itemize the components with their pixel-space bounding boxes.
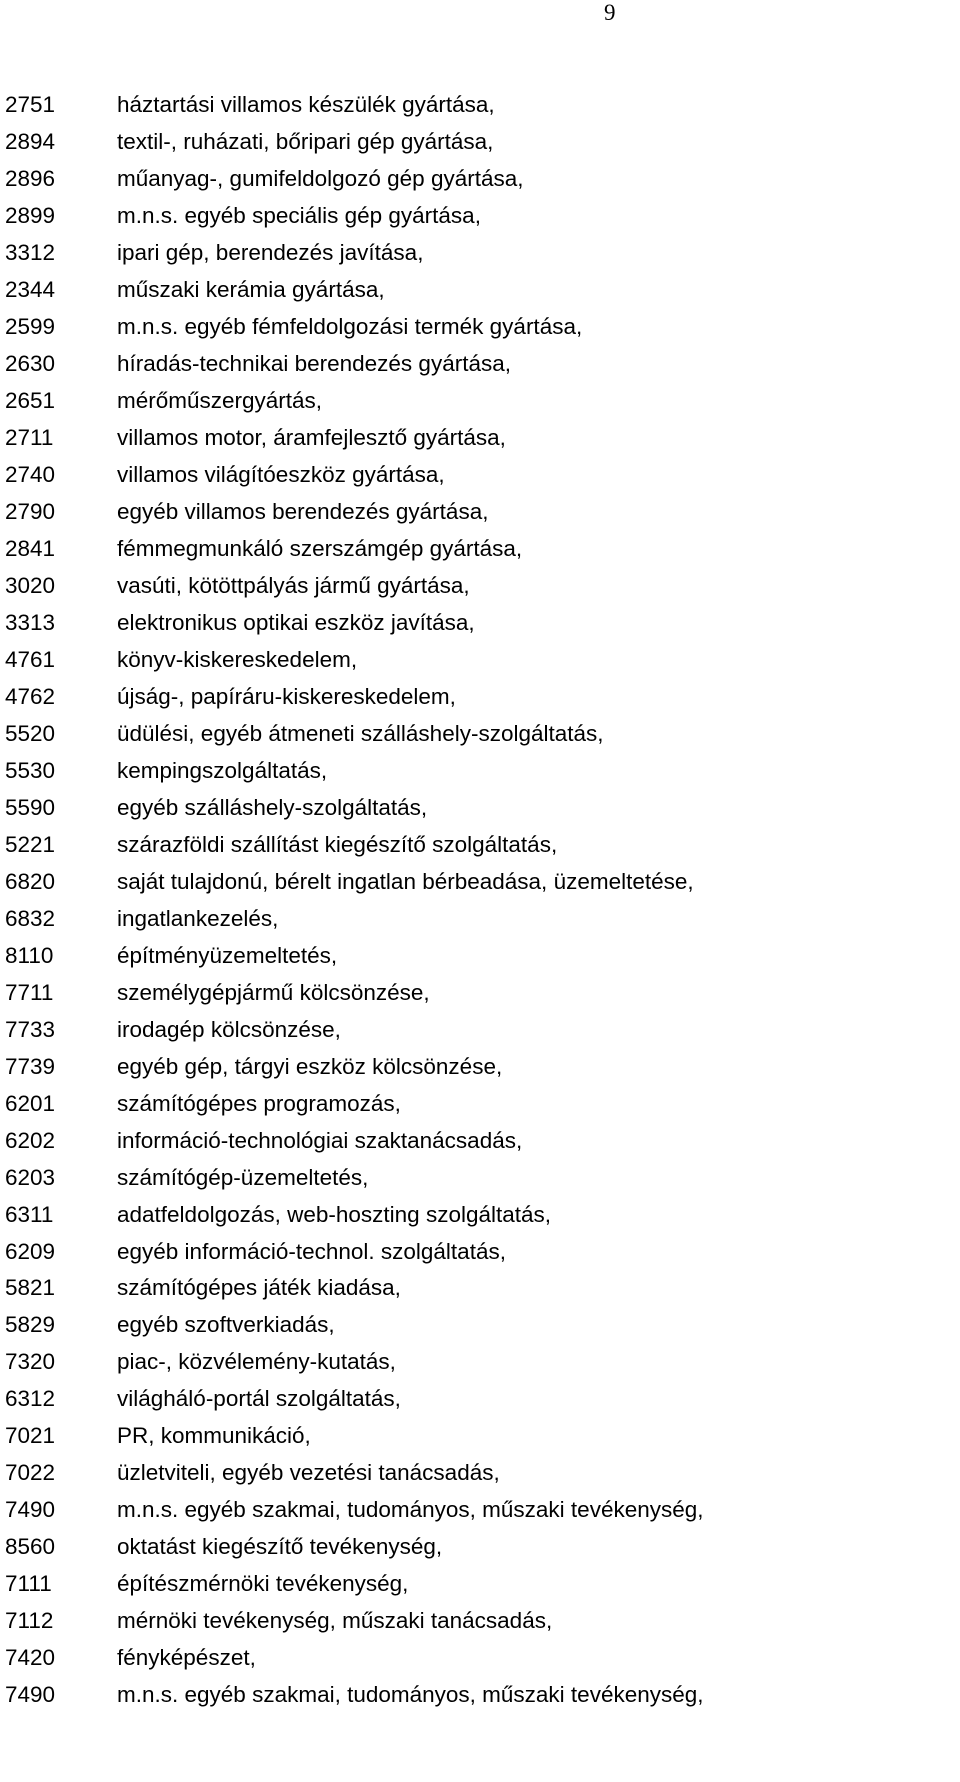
list-item (0, 974, 960, 1011)
activity-code: 3020 (5, 573, 56, 599)
activity-code: 2896 (5, 166, 56, 192)
activity-code: 2751 (5, 92, 56, 118)
activity-description: könyv-kiskereskedelem, (117, 647, 358, 673)
list-item (0, 679, 960, 716)
activity-code: 6832 (5, 905, 56, 931)
activity-description: számítógép-üzemeltetés, (117, 1164, 369, 1190)
activity-code: 3313 (5, 610, 56, 636)
activity-description: textil-, ruházati, bőripari gép gyártása, (117, 129, 494, 155)
activity-description: ingatlankezelés, (117, 905, 279, 931)
activity-code: 6203 (5, 1164, 56, 1190)
activity-code: 5221 (5, 831, 56, 857)
activity-code: 7021 (5, 1423, 56, 1449)
activity-code: 6209 (5, 1238, 56, 1264)
list-item (0, 1677, 960, 1714)
activity-description: m.n.s. egyéb szakmai, tudományos, műszaki tevékenység, (117, 1682, 704, 1708)
activity-description: mérnöki tevékenység, műszaki tanácsadás, (117, 1608, 553, 1634)
activity-description: újság-, papíráru-kiskereskedelem, (117, 683, 456, 709)
list-item (0, 1492, 960, 1529)
activity-description: fényképészet, (117, 1645, 256, 1671)
activity-code: 7420 (5, 1645, 56, 1671)
activity-description: irodagép kölcsönzése, (117, 1016, 341, 1042)
list-item (0, 900, 960, 937)
activity-description: híradás-technikai berendezés gyártása, (117, 351, 511, 377)
activity-description: építészmérnöki tevékenység, (117, 1571, 409, 1597)
activity-code-list (0, 87, 960, 1714)
list-item (0, 420, 960, 457)
activity-code: 6312 (5, 1386, 56, 1412)
activity-code: 7111 (5, 1571, 52, 1597)
activity-code: 6820 (5, 868, 56, 894)
activity-code: 2651 (5, 388, 56, 414)
list-item (0, 1048, 960, 1085)
page-number: 9 (604, 0, 616, 25)
activity-description: oktatást kiegészítő tevékenység, (117, 1534, 443, 1560)
list-item (0, 531, 960, 568)
activity-description: műanyag-, gumifeldolgozó gép gyártása, (117, 166, 524, 192)
list-item (0, 937, 960, 974)
activity-code: 5530 (5, 757, 56, 783)
activity-description: villamos motor, áramfejlesztő gyártása, (117, 425, 506, 451)
activity-code: 6202 (5, 1127, 56, 1153)
activity-code: 6201 (5, 1090, 56, 1116)
activity-code: 4762 (5, 683, 56, 709)
activity-description: egyéb szálláshely-szolgáltatás, (117, 794, 428, 820)
list-item (0, 309, 960, 346)
list-item (0, 1270, 960, 1307)
list-item (0, 789, 960, 826)
list-item (0, 1159, 960, 1196)
list-item (0, 715, 960, 752)
list-item (0, 346, 960, 383)
activity-description: műszaki kerámia gyártása, (117, 277, 385, 303)
activity-description: mérőműszergyártás, (117, 388, 323, 414)
activity-code: 5590 (5, 794, 56, 820)
list-item (0, 457, 960, 494)
activity-code: 7739 (5, 1053, 56, 1079)
activity-code: 2711 (5, 425, 54, 451)
activity-code: 8560 (5, 1534, 56, 1560)
activity-code: 7112 (5, 1608, 54, 1634)
list-item (0, 1381, 960, 1418)
activity-code: 7490 (5, 1682, 56, 1708)
activity-description: világháló-portál szolgáltatás, (117, 1386, 401, 1412)
list-item (0, 1085, 960, 1122)
list-item (0, 1566, 960, 1603)
activity-code: 7733 (5, 1016, 56, 1042)
activity-description: elektronikus optikai eszköz javítása, (117, 610, 475, 636)
activity-description: m.n.s. egyéb szakmai, tudományos, műszaki tevékenység, (117, 1497, 704, 1523)
list-item (0, 1640, 960, 1677)
activity-description: építményüzemeltetés, (117, 942, 338, 968)
activity-description: üdülési, egyéb átmeneti szálláshely-szolgáltatás, (117, 720, 604, 746)
activity-code: 7490 (5, 1497, 56, 1523)
activity-description: m.n.s. egyéb speciális gép gyártása, (117, 203, 481, 229)
list-item (0, 1529, 960, 1566)
activity-description: szárazföldi szállítást kiegészítő szolgáltatás, (117, 831, 558, 857)
activity-description: fémmegmunkáló szerszámgép gyártása, (117, 536, 523, 562)
activity-code: 2740 (5, 462, 56, 488)
activity-code: 2790 (5, 499, 56, 525)
list-item (0, 1233, 960, 1270)
list-item (0, 752, 960, 789)
list-item (0, 1603, 960, 1640)
activity-code: 2894 (5, 129, 56, 155)
list-item (0, 235, 960, 272)
activity-description: személygépjármű kölcsönzése, (117, 979, 430, 1005)
activity-code: 2841 (5, 536, 56, 562)
activity-description: villamos világítóeszköz gyártása, (117, 462, 445, 488)
activity-code: 4761 (5, 647, 56, 673)
list-item (0, 124, 960, 161)
activity-description: vasúti, kötöttpályás jármű gyártása, (117, 573, 470, 599)
activity-code: 3312 (5, 240, 56, 266)
activity-description: egyéb információ-technol. szolgáltatás, (117, 1238, 506, 1264)
activity-code: 5821 (5, 1275, 56, 1301)
list-item (0, 1196, 960, 1233)
activity-description: számítógépes játék kiadása, (117, 1275, 401, 1301)
list-item (0, 826, 960, 863)
activity-code: 7711 (5, 979, 54, 1005)
activity-code: 5520 (5, 720, 56, 746)
activity-code: 6311 (5, 1201, 54, 1227)
list-item (0, 1122, 960, 1159)
activity-description: kempingszolgáltatás, (117, 757, 328, 783)
list-item (0, 198, 960, 235)
activity-code: 2344 (5, 277, 56, 303)
activity-description: háztartási villamos készülék gyártása, (117, 92, 495, 118)
activity-description: adatfeldolgozás, web-hoszting szolgáltatás, (117, 1201, 552, 1227)
activity-description: saját tulajdonú, bérelt ingatlan bérbeadása, üzemeltetése, (117, 868, 694, 894)
list-item (0, 383, 960, 420)
activity-description: piac-, közvélemény-kutatás, (117, 1349, 396, 1375)
activity-description: PR, kommunikáció, (117, 1423, 311, 1449)
list-item (0, 494, 960, 531)
list-item (0, 642, 960, 679)
activity-code: 7022 (5, 1460, 56, 1486)
list-item (0, 1455, 960, 1492)
activity-code: 5829 (5, 1312, 56, 1338)
list-item (0, 1307, 960, 1344)
list-item (0, 605, 960, 642)
activity-code: 8110 (5, 942, 54, 968)
activity-description: ipari gép, berendezés javítása, (117, 240, 424, 266)
list-item (0, 1011, 960, 1048)
activity-code: 2599 (5, 314, 56, 340)
activity-description: üzletviteli, egyéb vezetési tanácsadás, (117, 1460, 500, 1486)
activity-description: egyéb gép, tárgyi eszköz kölcsönzése, (117, 1053, 503, 1079)
list-item (0, 863, 960, 900)
activity-code: 7320 (5, 1349, 56, 1375)
activity-description: számítógépes programozás, (117, 1090, 401, 1116)
list-item (0, 1418, 960, 1455)
activity-code: 2630 (5, 351, 56, 377)
activity-description: egyéb szoftverkiadás, (117, 1312, 335, 1338)
list-item (0, 161, 960, 198)
list-item (0, 87, 960, 124)
list-item (0, 1344, 960, 1381)
activity-description: m.n.s. egyéb fémfeldolgozási termék gyártása, (117, 314, 583, 340)
activity-description: információ-technológiai szaktanácsadás, (117, 1127, 523, 1153)
list-item (0, 568, 960, 605)
activity-description: egyéb villamos berendezés gyártása, (117, 499, 489, 525)
activity-code: 2899 (5, 203, 56, 229)
list-item (0, 272, 960, 309)
